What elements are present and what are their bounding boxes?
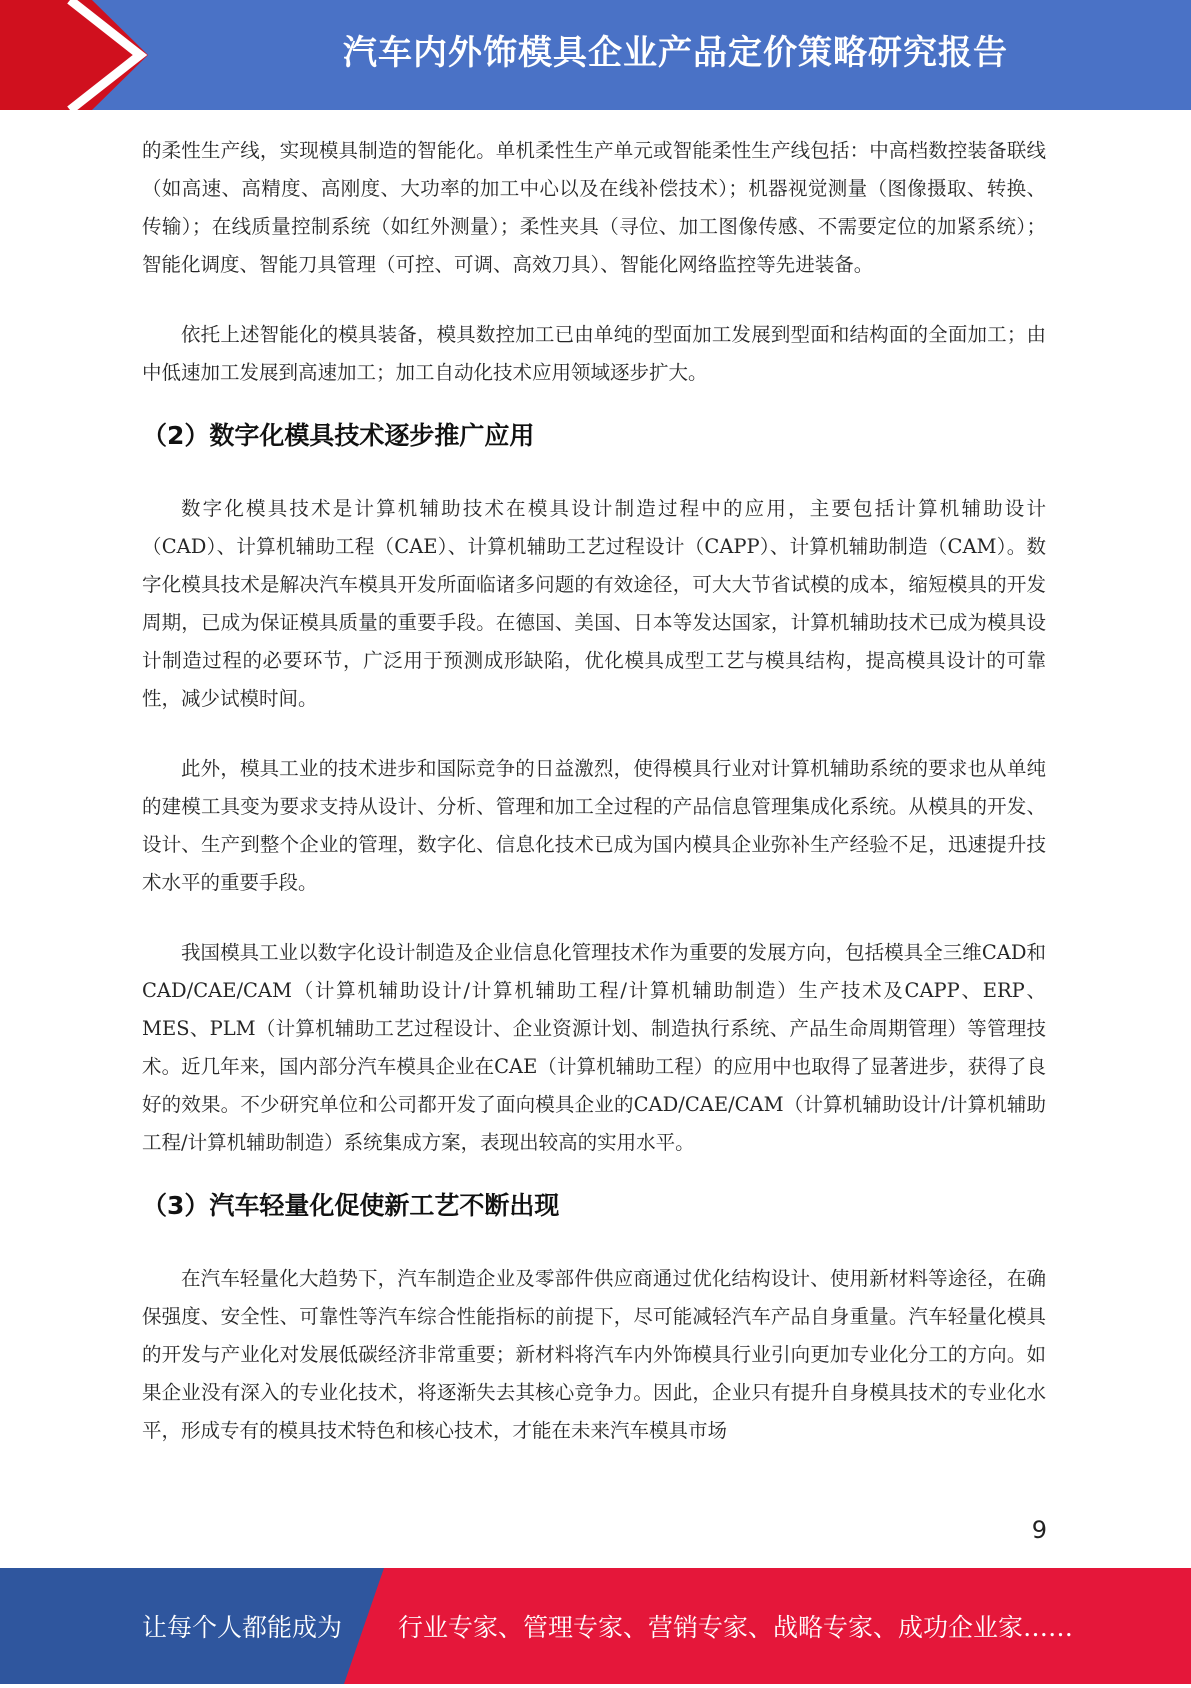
- paragraph-lightweight-trend: 在汽车轻量化大趋势下，汽车制造企业及零部件供应商通过优化结构设计、使用新材料等途径，在确保强度、安全性、可靠性等汽车综合性能指标的前提下，尽可能减轻汽车产品自身重量。汽车轻量化模具的开发与产业化对发展低碳经济非常重要；新材料将汽车内外饰模具行业引向更加专业化分工的方向。如果企业没有深入的专业化技术，将逐渐失去其核心竞争力。因此，企业只有提升自身模具技术的专业化水平，形成专有的模具技术特色和核心技术，才能在未来汽车模具市场: [142, 1267, 1046, 1442]
- section-heading-digital-mold: （2）数字化模具技术逐步推广应用: [142, 421, 535, 450]
- page-footer: [0, 1568, 1191, 1684]
- footer-slogan-left: 让每个人都能成为: [142, 1613, 343, 1642]
- report-title: 汽车内外饰模具企业产品定价策略研究报告: [343, 33, 1008, 73]
- paragraph-china-mold-industry: 我国模具工业以数字化设计制造及企业信息化管理技术作为重要的发展方向，包括模具全三维CAD和CAD/CAE/CAM（计算机辅助设计/计算机辅助工程/计算机辅助制造）生产技术及CAPP、ERP、MES、PLM（计算机辅助工艺过程设计、企业资源计划、制造执行系统、产品生命周期管理）等管理技术。近几年来，国内部分汽车模具企业在CAE（计算机辅助工程）的应用中也取得了显著进步，获得了良好的效果。不少研究单位和公司都开发了面向模具企业的CAD/CAE/CAM（计算机辅助设计/计算机辅助工程/计算机辅助制造）系统集成方案，表现出较高的实用水平。: [142, 941, 1046, 1154]
- page-number: 9: [1031, 1516, 1047, 1544]
- paragraph-cnc-machining: 依托上述智能化的模具装备，模具数控加工已由单纯的型面加工发展到型面和结构面的全面加工；由中低速加工发展到高速加工；加工自动化技术应用领域逐步扩大。: [142, 323, 1046, 384]
- page-header: [0, 0, 1191, 110]
- paragraph-digital-mold-technology: 数字化模具技术是计算机辅助技术在模具设计制造过程中的应用，主要包括计算机辅助设计（CAD）、计算机辅助工程（CAE）、计算机辅助工艺过程设计（CAPP）、计算机辅助制造（CAM）。数字化模具技术是解决汽车模具开发所面临诸多问题的有效途径，可大大节省试模的成本，缩短模具的开发周期，已成为保证模具质量的重要手段。在德国、美国、日本等发达国家，计算机辅助技术已成为模具设计制造过程的必要环节，广泛用于预测成形缺陷，优化模具成型工艺与模具结构，提高模具设计的可靠性，减少试模时间。: [142, 497, 1046, 710]
- footer-slogan-right: 行业专家、管理专家、营销专家、战略专家、成功企业家……: [398, 1613, 1074, 1642]
- paragraph-intelligent-production-line: 的柔性生产线，实现模具制造的智能化。单机柔性生产单元或智能柔性生产线包括：中高档数控装备联线（如高速、高精度、高刚度、大功率的加工中心以及在线补偿技术）；机器视觉测量（图像摄取、转换、传输）；在线质量控制系统（如红外测量）；柔性夹具（寻位、加工图像传感、不需要定位的加紧系统）；智能化调度、智能刀具管理（可控、可调、高效刀具）、智能化网络监控等先进装备。: [142, 139, 1046, 276]
- header-arrow-red-shape: [0, 0, 148, 110]
- main-content: [142, 132, 1046, 1450]
- header-arrow-decoration: [0, 0, 160, 110]
- section-heading-lightweight: （3）汽车轻量化促使新工艺不断出现: [142, 1191, 560, 1220]
- paragraph-integrated-systems: 此外，模具工业的技术进步和国际竞争的日益激烈，使得模具行业对计算机辅助系统的要求也从单纯的建模工具变为要求支持从设计、分析、管理和加工全过程的产品信息管理集成化系统。从模具的开发、设计、生产到整个企业的管理，数字化、信息化技术已成为国内模具企业弥补生产经验不足，迅速提升技术水平的重要手段。: [142, 757, 1046, 894]
